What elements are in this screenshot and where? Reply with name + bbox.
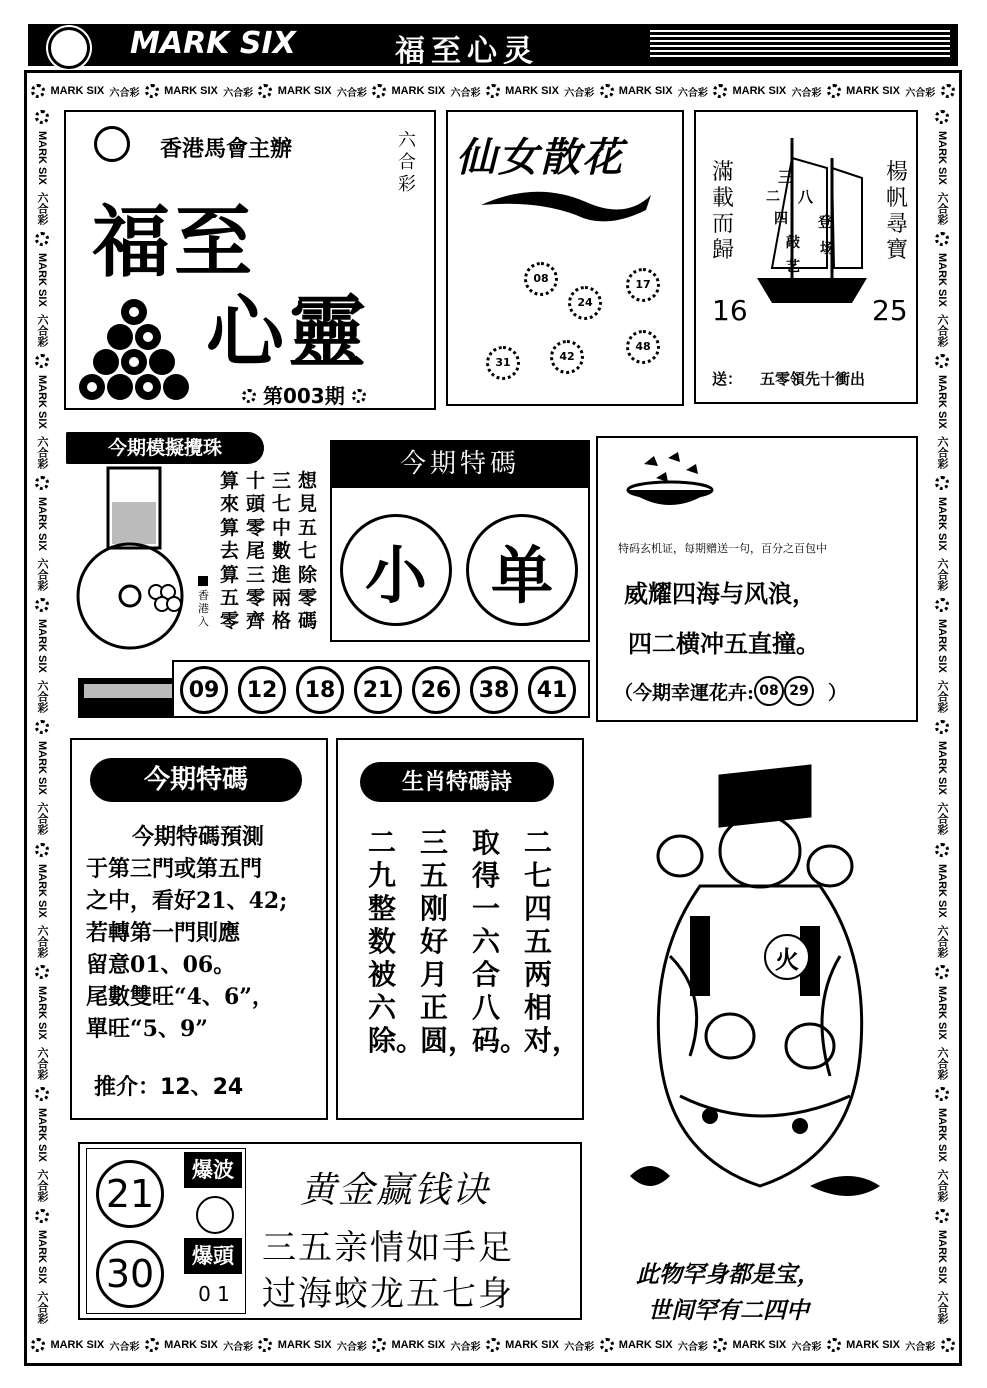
border-badge-text: 六合彩 [109,87,140,99]
border-badge-text: 六合彩 [36,802,48,836]
border-badge-text: 六合彩 [936,313,948,347]
predict-line: 留意01、06。 [86,952,236,978]
zodiac-label: 生肖特碼詩 [360,762,554,802]
flower-icon [145,1338,159,1352]
border-mark-six-text: MARK SIX [36,741,48,796]
flower-icon [935,1209,949,1223]
border-badge-text: 六合彩 [336,87,367,99]
gold-num2-text: 30 [105,1252,155,1296]
ball-side-note [198,576,214,628]
flower-icon [258,1338,272,1352]
number-ball-text: 38 [478,677,510,703]
border-badge-text: 六合彩 [936,802,948,836]
border-badge-text: 六合彩 [677,1341,708,1353]
flower-icon [827,1338,841,1352]
predict-line: 于第三門或第五門 [86,856,263,882]
border-right [928,106,956,1328]
flower-icon [713,1338,727,1352]
border-mark-six-text: MARK SIX [50,1339,105,1351]
ship-sail-3: 登 [818,215,832,231]
border-badge-text: 六合彩 [564,87,595,99]
ship-num-left: 16 [712,294,748,327]
border-badge-text: 六合彩 [936,191,948,225]
fairy-number-text: 17 [635,278,651,291]
border-mark-six-text: MARK SIX [277,85,332,97]
issue-text: 第003期 [262,384,345,408]
fairy-number-text: 42 [559,350,575,363]
border-mark-six-text: MARK SIX [505,1339,559,1351]
head-value: 0 1 [198,1282,230,1306]
deity-illustration [610,756,900,1216]
border-mark-six-text: MARK SIX [164,85,218,97]
header-title: 福至心灵 [395,34,539,69]
ship-right-text: 楊帆尋寶 [886,160,909,263]
border-mark-six-text: MARK SIX [36,985,48,1040]
flower-icon [352,389,366,403]
ship-icon [752,138,872,308]
gold-line2: 过海蛟龙五七身 [262,1274,514,1314]
border-badge-text: 六合彩 [336,1341,367,1353]
border-badge-text: 六合彩 [36,1046,48,1080]
gold-num1-text: 21 [105,1172,155,1216]
border-badge-text: 六合彩 [564,1341,595,1353]
logo-icon [48,27,90,69]
ship-left-text: 滿載而歸 [712,160,735,263]
border-mark-six-text: MARK SIX [50,85,105,97]
gold-num1 [96,1160,164,1228]
lottery-text: 六合彩 [398,130,416,195]
flower-icon [713,84,727,98]
cc-logo-icon [94,126,130,162]
border-mark-six-text: MARK SIX [391,1339,446,1351]
border-badge-text: 六合彩 [905,1341,936,1353]
border-mark-six-text: MARK SIX [936,497,948,551]
border-badge-text: 六合彩 [36,435,48,469]
border-badge-text: 六合彩 [791,87,822,99]
border-badge-text: 六合彩 [936,435,948,469]
ship-sail-8: 二 [766,189,780,205]
lucky-prefix: （今期幸運花卉: [614,681,755,704]
border-badge-text: 六合彩 [791,1341,822,1353]
flower-icon [35,1209,49,1223]
border-mark-six-text: MARK SIX [36,252,48,307]
border-mark-six-text: MARK SIX [36,375,48,429]
number-ball [354,666,402,714]
number-ball-text: 12 [246,677,278,703]
fairy-figure-icon [476,180,656,230]
fairy-number-badge [524,262,558,296]
border-mark-six-text: MARK SIX [846,1339,900,1351]
border-mark-six-text: MARK SIX [936,741,948,796]
flower-icon [935,232,949,246]
main-title-b: 心靈 [206,288,371,378]
border-mark-six-text: MARK SIX [936,1230,948,1284]
fairy-number-text: 48 [635,340,651,353]
mystic-lucky [614,676,847,706]
fairy-number-badge [486,346,520,380]
lucky-suffix: ） [828,681,848,704]
zodiac-column: 二九整数被六除。 [368,826,425,1057]
border-mark-six-text: MARK SIX [277,1339,332,1351]
lucky-number: 08 [754,676,784,706]
flower-icon [935,1087,949,1101]
flower-icon [827,84,841,98]
border-badge-text: 六合彩 [936,924,948,958]
flower-icon [31,1338,45,1352]
fairy-number-badge [626,330,660,364]
border-badge-text: 六合彩 [36,313,48,347]
flower-icon [35,720,49,734]
flower-icon [35,354,49,368]
ball-poem-column: 三七中數進兩格 [272,470,292,633]
border-mark-six-text: MARK SIX [36,130,48,185]
zodiac-column: 三五刚好月正圆， [420,826,477,1057]
flower-icon [372,1338,386,1352]
border-badge-text: 六合彩 [36,1291,48,1324]
ship-sail-2: 八 [798,188,814,206]
border-badge-text: 六合彩 [36,680,48,714]
mystic-intro: 特码玄机证，每期赠送一句，百分之百包中 [618,542,827,555]
flower-icon [145,84,159,98]
ship-send-text: 五零領先十衝出 [760,370,866,388]
flower-icon [35,1087,49,1101]
wave-circle-icon [196,1196,234,1234]
fairy-number-badge [568,286,602,320]
border-mark-six-text: MARK SIX [936,375,948,429]
flower-icon [486,1338,500,1352]
lucky-number: 29 [784,676,814,706]
flower-icon [35,598,49,612]
flower-icon [242,389,256,403]
ship-sail-1: 三 [778,168,794,186]
header-stripes [650,30,950,60]
border-left [28,106,56,1328]
border-mark-six-text: MARK SIX [164,1339,218,1351]
flower-icon [35,843,49,857]
border-mark-six-text: MARK SIX [936,863,948,918]
head-label: 爆頭 [184,1238,242,1274]
fairy-title: 仙女散花 [456,134,624,181]
border-top [30,78,956,104]
special-right-circle [466,514,578,626]
issue-number [242,380,366,409]
flower-icon [935,110,949,124]
border-badge-text: 六合彩 [36,191,48,225]
special-label: 今期特碼 [330,440,590,488]
fairy-number-badge [550,340,584,374]
deity-line2: 世间罕有二四中 [648,1297,809,1324]
number-ball-text: 09 [188,677,220,703]
number-ball [238,666,286,714]
border-mark-six-text: MARK SIX [36,1230,48,1284]
border-badge-text: 六合彩 [936,1046,948,1080]
border-badge-text: 六合彩 [936,1168,948,1202]
bowl-icon [624,450,716,510]
number-ball [528,666,576,714]
predict-line: 今期特碼預測 [132,824,265,850]
predict-line: 若轉第一門則應 [86,920,241,946]
border-mark-six-text: MARK SIX [36,619,48,674]
border-mark-six-text: MARK SIX [505,85,559,97]
flower-icon [600,1338,614,1352]
fire-badge-text: 火 [775,945,799,974]
border-badge-text: 六合彩 [109,1341,140,1353]
zodiac-column: 取得一六合八码。 [472,826,529,1057]
side-note-text: 香港入 [198,589,209,628]
fairy-number-badge [626,268,660,302]
flower-icon [258,84,272,98]
border-badge-text: 六合彩 [936,558,948,592]
deity-line1: 此物罕身都是宝， [636,1261,820,1288]
mystic-line2: 四二横冲五直撞。 [628,629,820,658]
border-badge-text: 六合彩 [905,87,936,99]
number-ball-text: 26 [420,677,452,703]
flower-icon [935,354,949,368]
number-ball [412,666,460,714]
border-badge-text: 六合彩 [223,87,254,99]
border-mark-six-text: MARK SIX [936,130,948,185]
flower-icon [31,84,45,98]
border-mark-six-text: MARK SIX [618,85,673,97]
ball-label: 今期模擬攪珠 [66,432,264,464]
special-right-text: 单 [490,538,553,612]
main-title-a: 福至 [92,198,257,288]
flower-icon [935,965,949,979]
border-mark-six-text: MARK SIX [36,863,48,918]
balls-pile-icon [72,292,202,400]
host-text: 香港馬會主辦 [160,136,293,162]
predict-line: 之中，看好21、42; [86,888,288,914]
number-ball [470,666,518,714]
border-bottom [30,1332,956,1358]
predict-line: 尾數雙旺“4、6”， [86,984,274,1010]
number-ball [296,666,344,714]
border-mark-six-text: MARK SIX [618,1339,673,1351]
special-left-text: 小 [364,538,427,612]
flower-icon [941,1338,955,1352]
border-badge-text: 六合彩 [936,680,948,714]
border-badge-text: 六合彩 [36,924,48,958]
border-mark-six-text: MARK SIX [846,85,900,97]
flower-icon [35,110,49,124]
flower-icon [486,84,500,98]
square-icon [198,576,208,586]
special-left-circle [340,514,452,626]
border-badge-text: 六合彩 [936,1291,948,1324]
ship-sail-7: 艺 [786,259,800,275]
ship-sail-6: 敲 [786,235,800,251]
flower-icon [935,720,949,734]
number-ball [180,666,228,714]
header-brand: MARK SIX [130,26,296,61]
flower-icon [935,598,949,612]
number-ball-text: 21 [362,677,394,703]
wave-label: 爆波 [184,1152,242,1188]
predict-recommend: 推介：12、24 [94,1075,244,1100]
gold-num2 [96,1240,164,1308]
border-mark-six-text: MARK SIX [732,1339,787,1351]
flower-icon [372,84,386,98]
zodiac-column: 二七四五两相对， [524,826,581,1057]
border-mark-six-text: MARK SIX [936,252,948,307]
mystic-line1: 威耀四海与风浪， [624,579,816,608]
border-mark-six-text: MARK SIX [936,985,948,1040]
flower-icon [35,476,49,490]
ball-poem-column: 想見五七除零碼 [298,470,318,633]
ball-poem-column: 十頭零尾三零齊 [246,470,266,633]
flower-icon [35,232,49,246]
gold-title: 黄金赢钱诀 [300,1170,491,1211]
border-mark-six-text: MARK SIX [36,1107,48,1162]
fairy-number-text: 08 [533,272,549,285]
border-mark-six-text: MARK SIX [936,619,948,674]
fire-badge [764,934,810,980]
predict-line: 單旺“5、9” [86,1016,208,1042]
flower-icon [600,84,614,98]
border-mark-six-text: MARK SIX [36,497,48,551]
fairy-number-text: 24 [577,296,593,309]
flower-icon [935,843,949,857]
border-badge-text: 六合彩 [36,1168,48,1202]
number-ball-text: 41 [536,677,568,703]
predict-label: 今期特碼 [90,758,302,802]
border-badge-text: 六合彩 [450,1341,481,1353]
flower-icon [35,965,49,979]
border-mark-six-text: MARK SIX [936,1107,948,1162]
border-badge-text: 六合彩 [450,87,481,99]
number-ball-text: 18 [304,677,336,703]
flower-icon [935,476,949,490]
border-mark-six-text: MARK SIX [391,85,446,97]
ship-sail-4: 场 [820,241,834,257]
fairy-number-text: 31 [495,356,511,369]
ship-sail-5: 四 [774,211,788,227]
border-badge-text: 六合彩 [223,1341,254,1353]
flower-icon [941,84,955,98]
ship-send-label: 送： [712,370,743,388]
border-badge-text: 六合彩 [36,558,48,592]
ship-num-right: 25 [872,294,908,327]
border-mark-six-text: MARK SIX [732,85,787,97]
ball-poem-column: 算來算去算五零 [220,470,240,633]
border-badge-text: 六合彩 [677,87,708,99]
gold-line1: 三五亲情如手足 [262,1228,514,1268]
